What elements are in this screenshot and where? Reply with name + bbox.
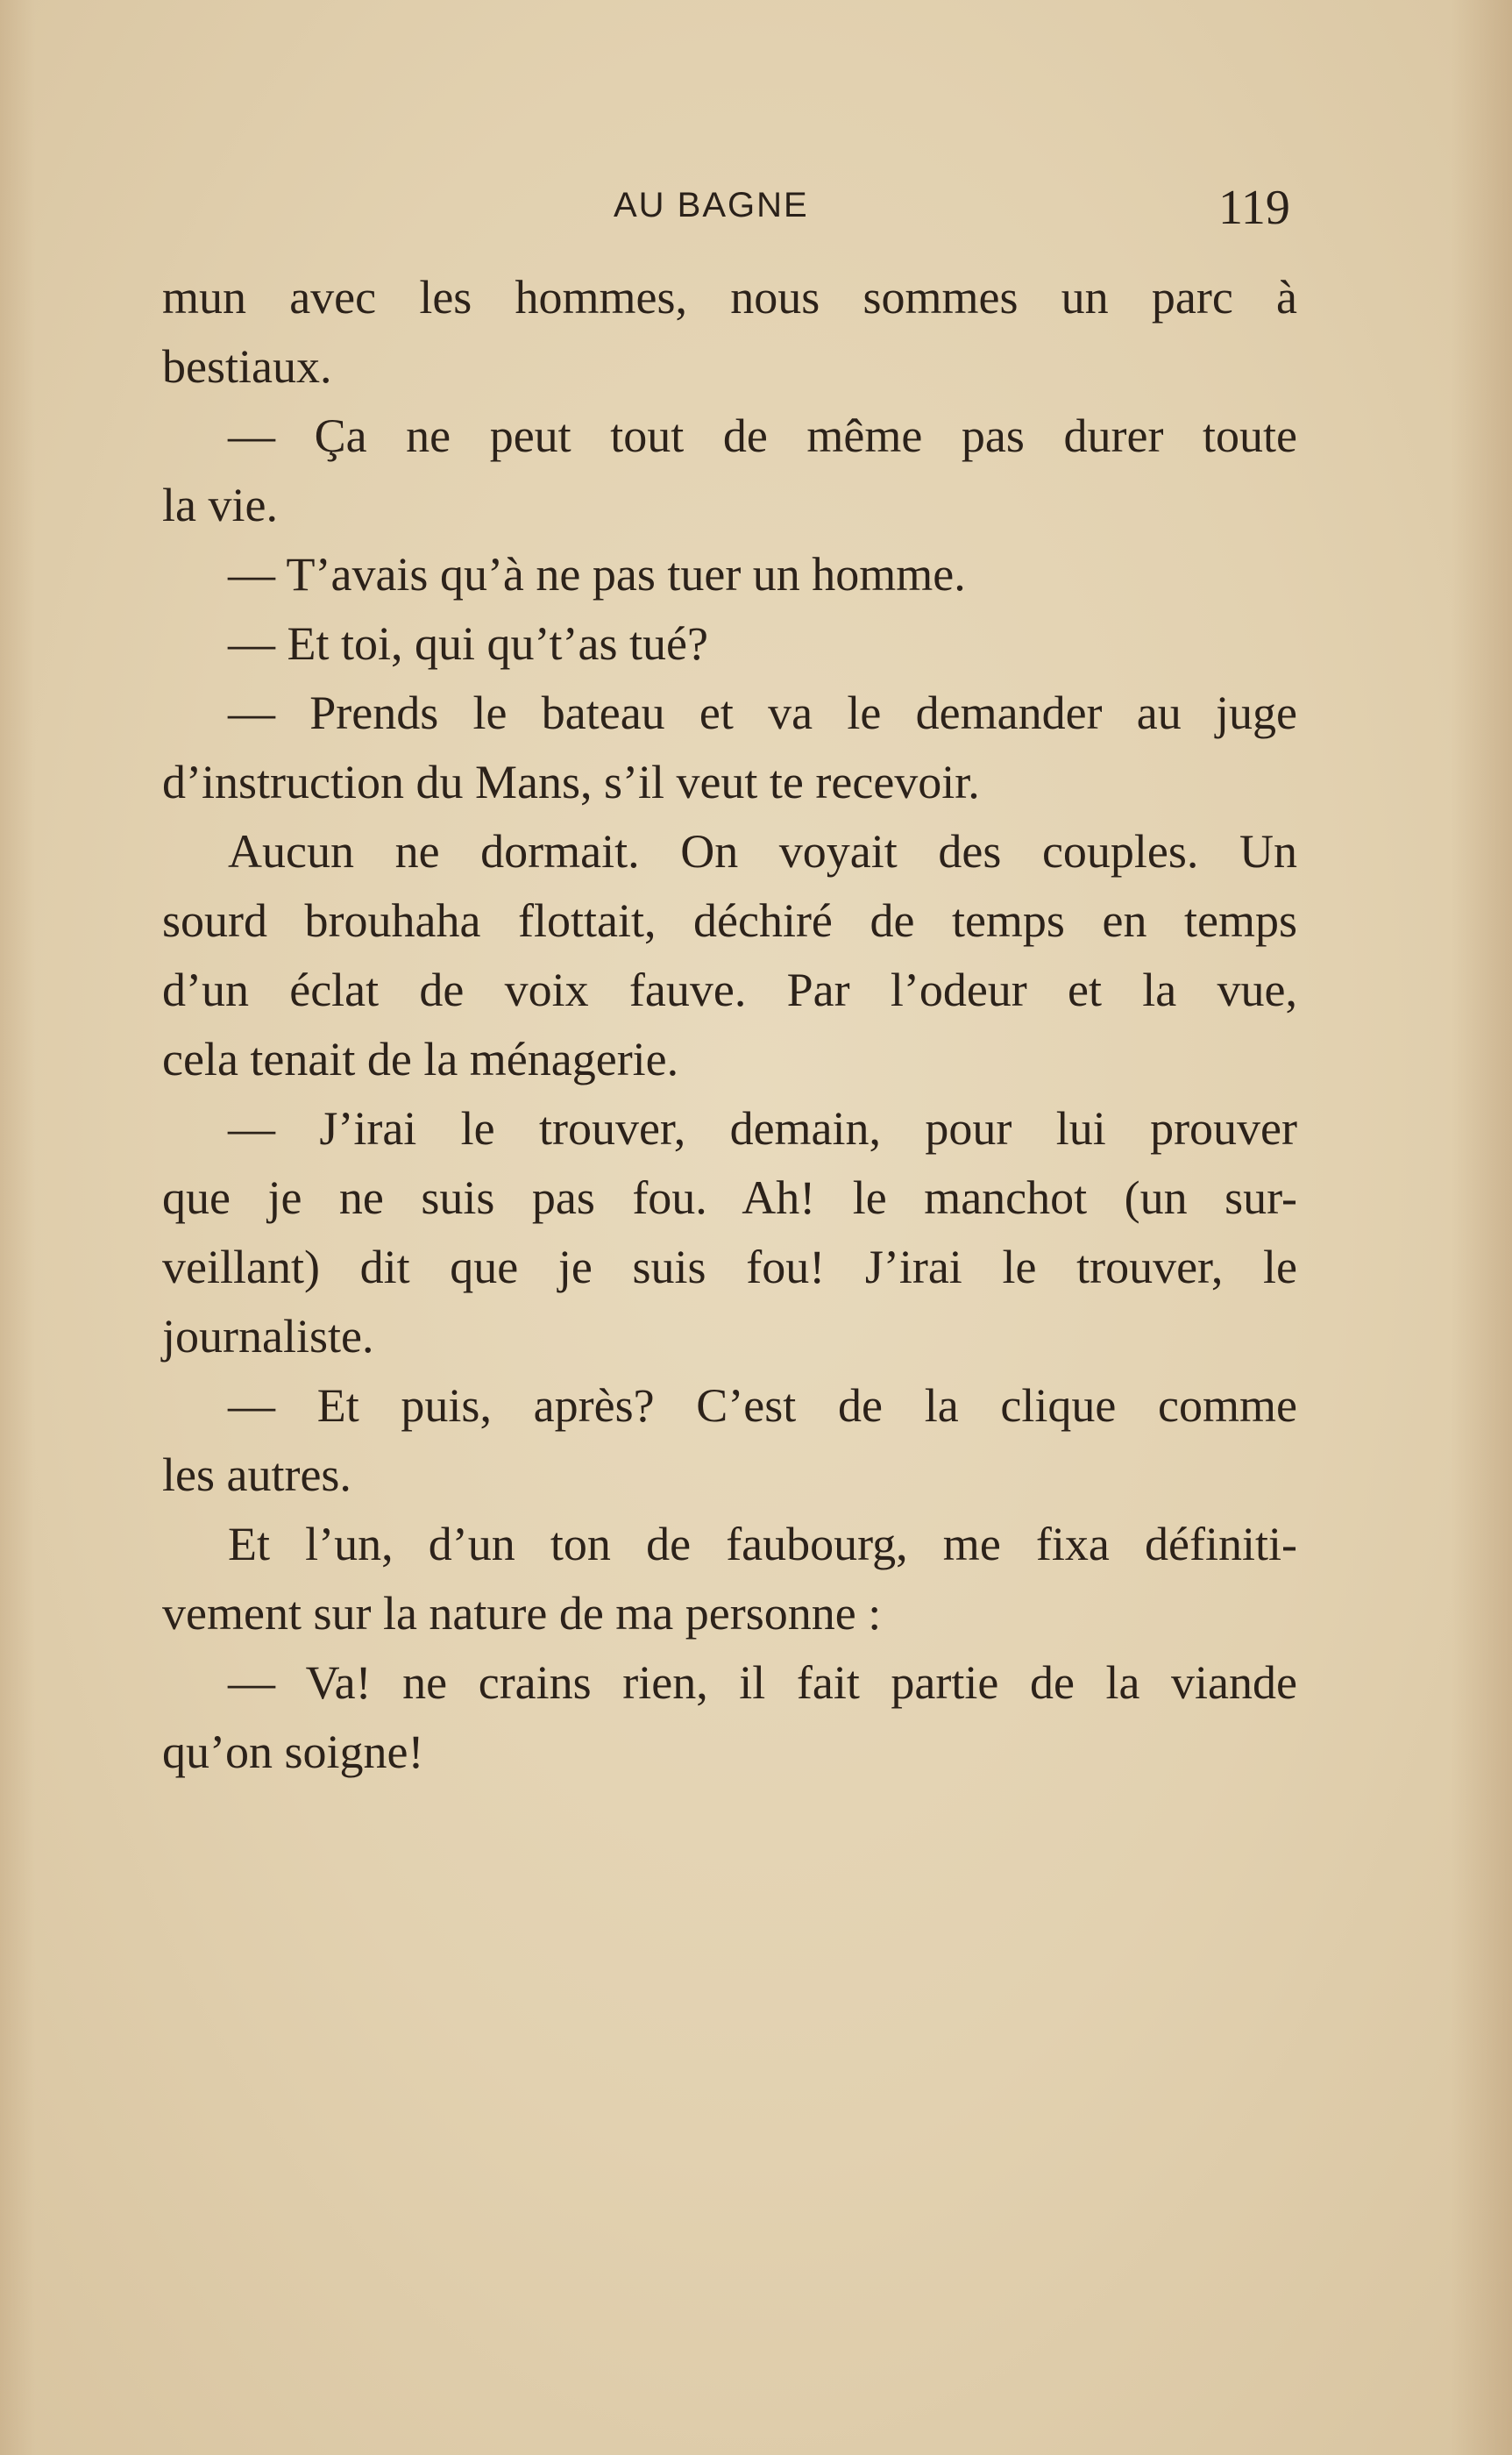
text-line: — Et puis, après? C’est de la clique comme [228,1379,1297,1432]
text-line: que je ne suis pas fou. Ah! le manchot (un sur- [162,1171,1297,1224]
text-line: journaliste. [162,1310,374,1363]
text-line: veillant) dit que je suis fou! J’irai le trouver, le [162,1241,1297,1293]
running-title: AU BAGNE [614,186,809,224]
text-line: mun avec les hommes, nous sommes un parc à [162,271,1297,324]
text-line: les autres. [162,1448,351,1501]
text-line: d’un éclat de voix fauve. Par l’odeur et la vue, [162,964,1297,1016]
text-line: cela tenait de la ménagerie. [162,1033,679,1085]
body-text [162,263,1297,1787]
text-line: sourd brouhaha flottait, déchiré de temps en temps [162,894,1297,947]
text-line: la vie. [162,479,278,531]
page-edge-shadow-left [0,0,35,2455]
text-line: Aucun ne dormait. On voyait des couples. Un [228,825,1297,878]
text-line: — Va! ne crains rien, il fait partie de la viande [228,1656,1297,1709]
text-line: d’instruction du Mans, s’il veut te recevoir. [162,756,980,808]
text-line: — Ça ne peut tout de même pas durer toute [228,409,1297,462]
text-line: bestiaux. [162,340,332,393]
text-line: Et l’un, d’un ton de faubourg, me fixa définiti- [228,1518,1297,1570]
text-line: — T’avais qu’à ne pas tuer un homme. [228,548,966,601]
text-line: — Prends le bateau et va le demander au juge [228,687,1297,739]
text-line: vement sur la nature de ma personne : [162,1587,882,1640]
page-number: 119 [1218,181,1290,235]
text-line: qu’on soigne! [162,1726,424,1778]
text-line: — J’irai le trouver, demain, pour lui prouver [228,1102,1297,1155]
text-line: — Et toi, qui qu’t’as tué? [228,617,708,670]
page-edge-shadow-right [1451,0,1512,2455]
